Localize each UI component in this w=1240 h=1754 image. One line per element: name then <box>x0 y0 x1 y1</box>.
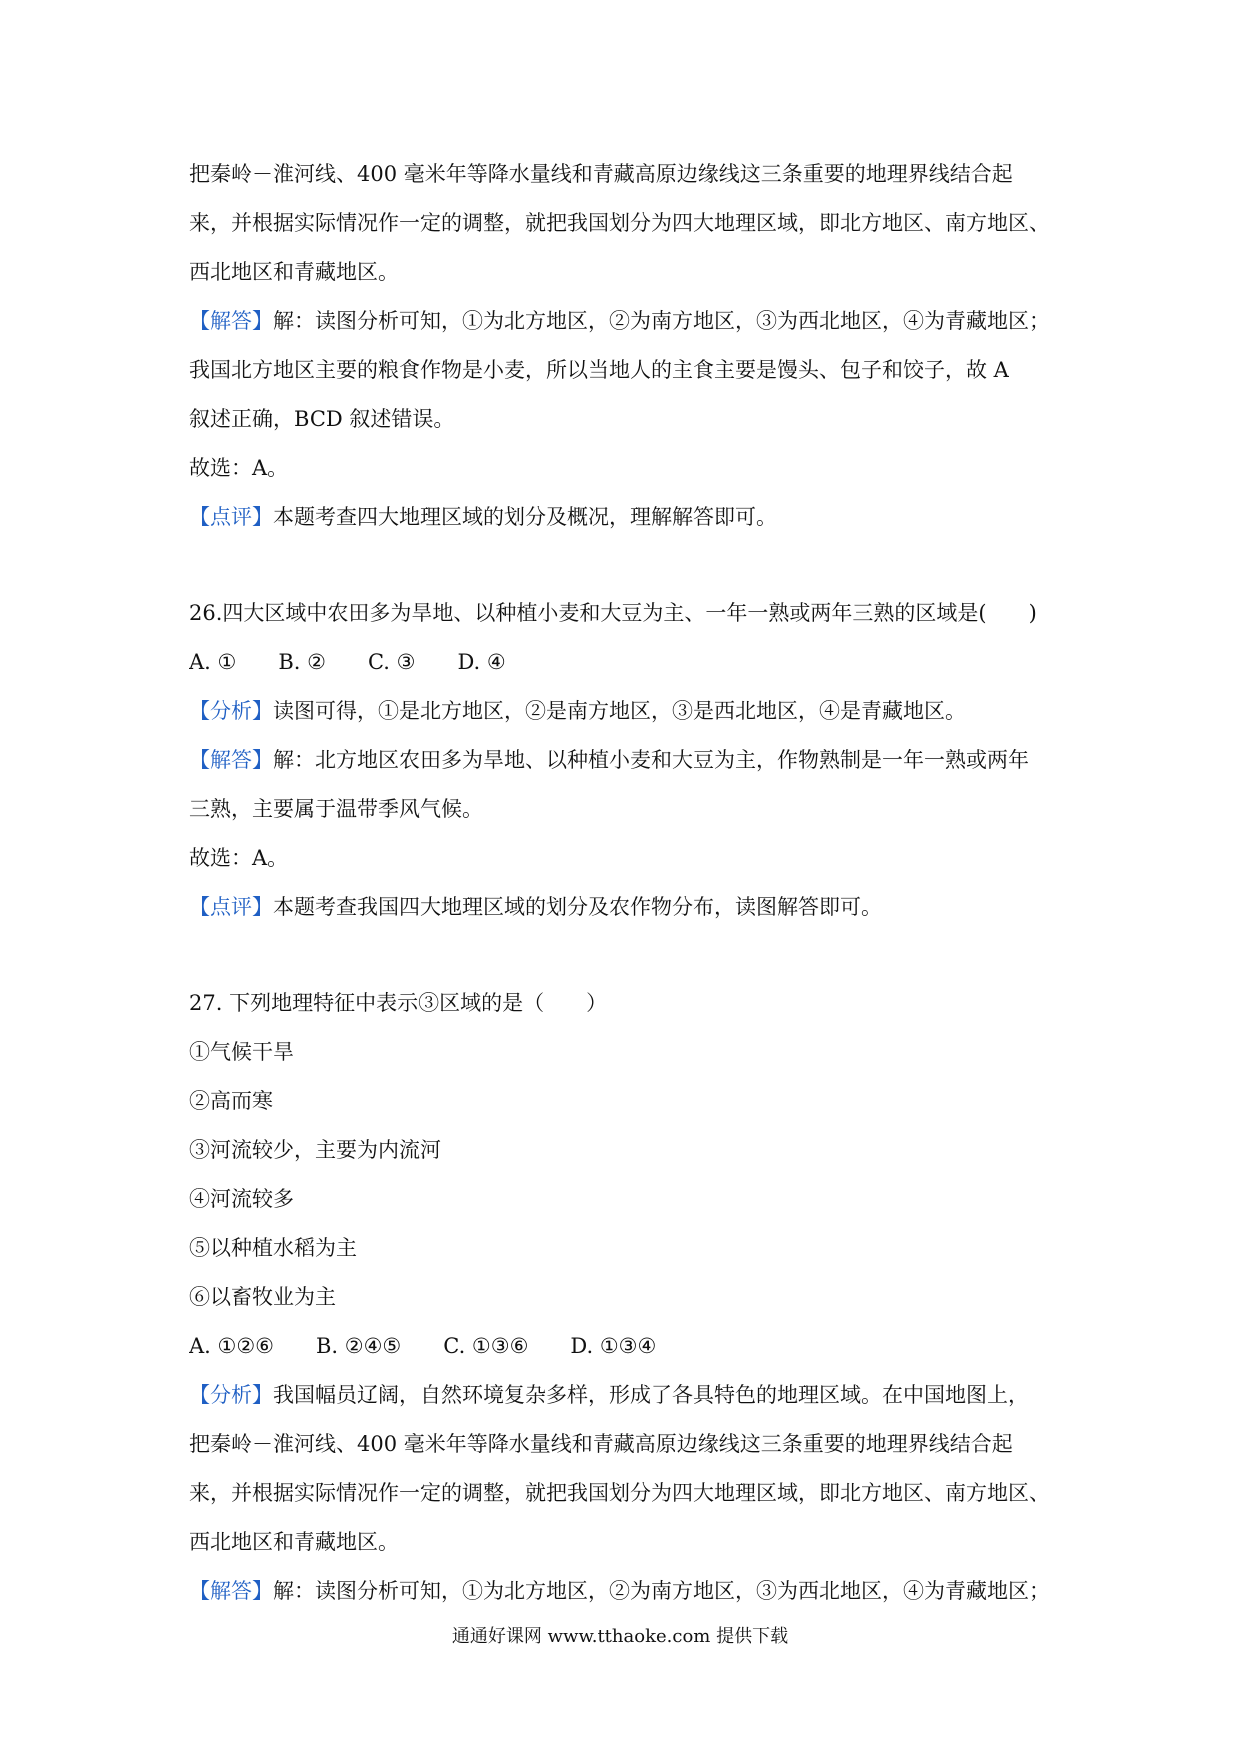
answer-line: 我国北方地区主要的粮食作物是小麦，所以当地人的主食主要是馒头、包子和饺子，故 A <box>189 358 1009 382</box>
analysis-line: 来，并根据实际情况作一定的调整，就把我国划分为四大地理区域，即北方地区、南方地区、 <box>189 1481 1050 1505</box>
question-27-item: ③河流较少，主要为内流河 <box>189 1138 441 1162</box>
analysis-tag: 【分析】 <box>189 699 273 723</box>
analysis-line: 来，并根据实际情况作一定的调整，就把我国划分为四大地理区域，即北方地区、南方地区、 <box>189 211 1050 235</box>
comment-text: 本题考查四大地理区域的划分及概况，理解解答即可。 <box>273 505 777 529</box>
answer-line: 叙述正确，BCD 叙述错误。 <box>189 407 455 431</box>
document-page <box>189 150 1059 1616</box>
answer-line <box>189 1567 1059 1616</box>
question-27-options: A. ①②⑥ B. ②④⑤ C. ①③⑥ D. ①③④ <box>189 1334 657 1358</box>
comment-text: 本题考查我国四大地理区域的划分及农作物分布，读图解答即可。 <box>273 895 882 919</box>
answer-line <box>189 736 1059 785</box>
analysis-line <box>189 1371 1059 1420</box>
analysis-line: 把秦岭－淮河线、400 毫米年等降水量线和青藏高原边缘线这三条重要的地理界线结合起 <box>189 162 1013 186</box>
page-footer: 通通好课网 www.tthaoke.com 提供下载 <box>451 1626 789 1647</box>
section-gap <box>189 542 1059 589</box>
question-26-options: A. ① B. ② C. ③ D. ④ <box>189 650 506 674</box>
question-27-text: 27. 下列地理特征中表示③区域的是（ ） <box>189 991 608 1015</box>
question-26-text: 26.四大区域中农田多为旱地、以种植小麦和大豆为主、一年一熟或两年三熟的区域是( ) <box>189 601 1037 625</box>
answer-text: 解：读图分析可知，①为北方地区，②为南方地区，③为西北地区，④为青藏地区； <box>273 309 1050 333</box>
comment-tag: 【点评】 <box>189 505 273 529</box>
question-27-item: ②高而寒 <box>189 1089 273 1113</box>
question-27-item: ④河流较多 <box>189 1187 294 1211</box>
question-27-item: ①气候干旱 <box>189 1040 294 1064</box>
analysis-line: 西北地区和青藏地区。 <box>189 1530 399 1554</box>
analysis-line <box>189 687 1059 736</box>
comment-line <box>189 493 1059 542</box>
answer-tag: 【解答】 <box>189 1579 273 1603</box>
choice-line: 故选：A。 <box>189 846 289 870</box>
answer-tag: 【解答】 <box>189 748 273 772</box>
analysis-text: 我国幅员辽阔，自然环境复杂多样，形成了各具特色的地理区域。在中国地图上， <box>273 1383 1029 1407</box>
choice-line: 故选：A。 <box>189 456 289 480</box>
analysis-line: 把秦岭－淮河线、400 毫米年等降水量线和青藏高原边缘线这三条重要的地理界线结合起 <box>189 1432 1013 1456</box>
question-27-item: ⑤以种植水稻为主 <box>189 1236 357 1260</box>
answer-line <box>189 297 1059 346</box>
analysis-line: 西北地区和青藏地区。 <box>189 260 399 284</box>
section-gap <box>189 932 1059 979</box>
analysis-tag: 【分析】 <box>189 1383 273 1407</box>
comment-line <box>189 883 1059 932</box>
answer-tag: 【解答】 <box>189 309 273 333</box>
comment-tag: 【点评】 <box>189 895 273 919</box>
question-27-item: ⑥以畜牧业为主 <box>189 1285 336 1309</box>
answer-line: 三熟，主要属于温带季风气候。 <box>189 797 483 821</box>
analysis-text: 读图可得，①是北方地区，②是南方地区，③是西北地区，④是青藏地区。 <box>273 699 966 723</box>
answer-text: 解：读图分析可知，①为北方地区，②为南方地区，③为西北地区，④为青藏地区； <box>273 1579 1050 1603</box>
answer-text: 解：北方地区农田多为旱地、以种植小麦和大豆为主，作物熟制是一年一熟或两年 <box>273 748 1029 772</box>
